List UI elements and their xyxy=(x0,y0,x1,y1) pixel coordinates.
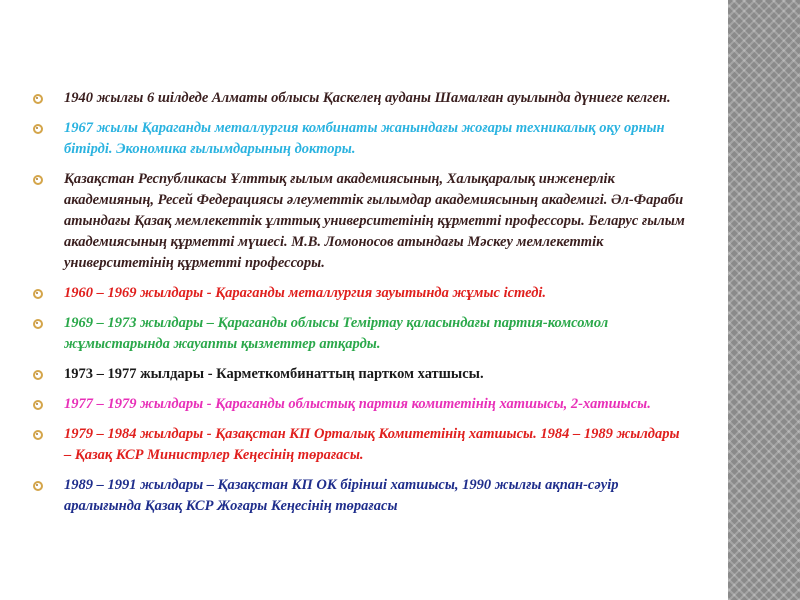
decorative-side-bar xyxy=(728,0,800,600)
ring-bullet-icon xyxy=(30,88,64,109)
bullet-item xyxy=(30,364,686,385)
ring-bullet-icon xyxy=(30,313,64,334)
bullet-text: 1969 – 1973 жылдары – Қараганды облысы Теміртау қаласындағы партия-комсомол жұмыстарында жауапты қызметтер атқарды. xyxy=(64,315,609,352)
bullet-text: 1989 – 1991 жылдары – Қазақстан КП ОК бірінші хатшысы, 1990 жылғы ақпан-сәуір аралығында Қазақ КСР Жоғары Кеңесінің төрағасы xyxy=(64,477,619,514)
bullet-item xyxy=(30,88,686,109)
bullet-text: 1973 – 1977 жылдары - Карметкомбинаттың партком хатшысы. xyxy=(64,366,484,382)
ring-bullet-icon xyxy=(30,118,64,139)
ring-bullet-icon xyxy=(30,169,64,190)
bullet-item xyxy=(30,118,686,160)
bullet-item xyxy=(30,475,686,517)
ring-bullet-icon xyxy=(30,424,64,445)
bullet-item xyxy=(30,169,686,274)
bullet-item xyxy=(30,283,686,304)
bullet-text: 1960 – 1969 жылдары - Қараганды металлургия зауытында жұмыс істеді. xyxy=(64,285,547,301)
bullet-item xyxy=(30,394,686,415)
bullet-text: 1979 – 1984 жылдары - Қазақстан КП Орталық Комитетінің хатшысы. 1984 – 1989 жылдары – Қазақ КСР Министрлер Кеңесінің төрағасы. xyxy=(64,426,680,463)
biography-bullet-list xyxy=(30,88,686,526)
ring-bullet-icon xyxy=(30,364,64,385)
bullet-item xyxy=(30,424,686,466)
ring-bullet-icon xyxy=(30,283,64,304)
bullet-item xyxy=(30,313,686,355)
ring-bullet-icon xyxy=(30,394,64,415)
bullet-text: 1967 жылы Қараганды металлургия комбинаты жанындағы жоғары техникалық оқу орнын бітірді. Экономика ғылымдарының докторы. xyxy=(64,120,665,157)
bullet-text: Қазақстан Республикасы Ұлттық ғылым академиясының, Халықаралық инженерлік академияның, Ресей Федерациясы әлеуметтік ғылымдар академиясының академигі. Әл-Фараби атындағы Қазақ мемлекеттік ұлттық университетінің құрметті профессоры. Беларус ғылым академиясының құрметті мүшесі. М.В. Ломоносов атындағы Мәскеу мемлекеттік университетінің құрметті профессоры. xyxy=(64,171,685,271)
ring-bullet-icon xyxy=(30,475,64,496)
bullet-text: 1977 – 1979 жылдары - Қараганды облыстық партия комитетінің хатшысы, 2-хатшысы. xyxy=(64,396,651,412)
bullet-text: 1940 жылғы 6 шілдеде Алматы облысы Қаскелең ауданы Шамалған ауылында дүниеге келген. xyxy=(64,90,671,106)
